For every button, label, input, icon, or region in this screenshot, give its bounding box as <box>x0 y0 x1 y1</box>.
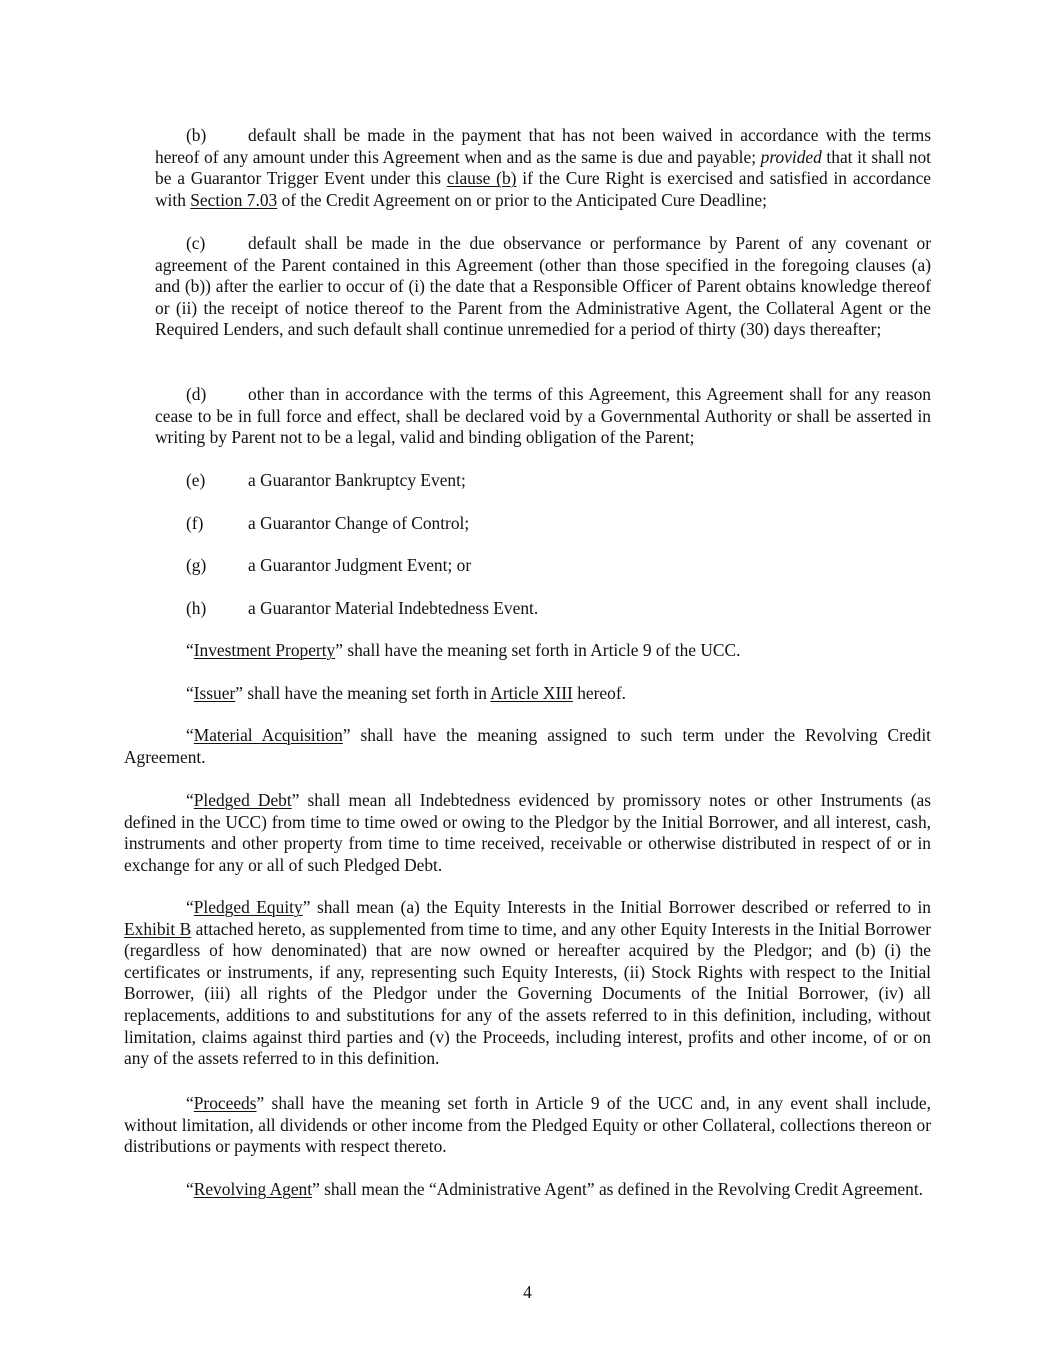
defined-term: Material Acquisition <box>193 725 343 745</box>
cross-ref-article-xiii: Article XIII <box>490 683 573 703</box>
open-quote: “ <box>186 1179 194 1199</box>
clause-label: (h) <box>186 598 207 618</box>
cross-ref-section-7-03: Section 7.03 <box>190 189 278 210</box>
defined-term: Pledged Equity <box>193 897 303 917</box>
definition-revolving-agent <box>124 1179 931 1201</box>
clause-label: (e) <box>186 470 206 490</box>
defined-term: Investment Property <box>193 640 336 660</box>
clause-text: that it shall not be a Guarantor Trigger Event under this <box>155 146 932 189</box>
definition-text: attached hereto, as supplemented from time to time, and any other Equity Interests in the Initial Borrower (regardless of how denominated) that are now owned or hereafter acquired by the Pledgor; and (b) (i) the certificates or instruments, if any, representing such Equity Interests, (ii) Stock Rights with respect to the Initial Borrower, (iii) all rights of the Pledgor under the Governing Documents of the Initial Borrower, (iv) all replacements, additions to and substitutions for any of the assets referred to in this definition, including, without limitation, claims against third parties and (v) the Proceeds, including interest, profits and other income, of or on any of the assets referred to in this definition. <box>124 918 931 1069</box>
defined-term: Revolving Agent <box>193 1179 313 1199</box>
definition-text: ” shall have the meaning set forth in Article 9 of the UCC and, in any event shall include, without limitation, all dividends or other income from the Pledged Equity or other Collateral, collections thereon or distributions or payments with respect thereto. <box>124 1093 931 1157</box>
clause-text: if the Cure Right is exercised and satisfied in accordance with <box>155 168 932 210</box>
clause-text: a Guarantor Judgment Event; or <box>248 555 472 575</box>
defined-term: Pledged Debt <box>193 790 292 810</box>
definition-proceeds <box>124 1093 931 1158</box>
clause-text: other than in accordance with the terms of this Agreement, this Agreement shall for any reason cease to be in full force and effect, shall be declared void by a Governmental Authority or shall be asserted in writing by Parent not to be a legal, valid and binding obligation of the Parent; <box>155 384 931 448</box>
clause-label: (f) <box>186 513 204 533</box>
definition-text: ” shall have the meaning set forth in Article 9 of the UCC. <box>335 640 741 660</box>
clause-d <box>155 384 931 449</box>
definition-issuer <box>124 683 931 705</box>
clause-b <box>155 125 931 211</box>
definition-investment-property <box>124 640 931 662</box>
clause-f <box>186 513 931 535</box>
clause-h <box>186 598 931 620</box>
definition-pledged-equity <box>124 897 931 1070</box>
clause-g <box>186 555 931 577</box>
definition-text: ” shall have the meaning set forth in <box>235 683 491 703</box>
clause-label: (c) <box>186 233 206 253</box>
open-quote: “ <box>186 1093 194 1113</box>
definition-material-acquisition <box>124 725 931 768</box>
open-quote: “ <box>186 790 194 810</box>
page-number: 4 <box>523 1282 532 1302</box>
clause-label: (d) <box>186 384 207 404</box>
open-quote: “ <box>186 725 194 745</box>
definition-text: hereof. <box>572 683 626 703</box>
clause-c <box>155 233 931 341</box>
clause-label: (g) <box>186 555 207 575</box>
open-quote: “ <box>186 683 194 703</box>
emphasis-provided: provided <box>760 146 822 167</box>
cross-ref-clause-b: clause (b) <box>446 168 517 189</box>
defined-term: Issuer <box>193 683 236 703</box>
clause-label: (b) <box>186 125 207 145</box>
definition-text: ” shall mean all Indebtedness evidenced by promissory notes or other Instruments (as defined in the UCC) from time to time owed or owing to the Pledgor by the Initial Borrower, and all interest, cash, instruments and other property from time to time received, receivable or otherwise distributed in respect of or in exchange for any or all of such Pledged Debt. <box>124 790 931 875</box>
definition-text: ” shall mean (a) the Equity Interests in the Initial Borrower described or referred to in <box>302 897 931 917</box>
clause-text: a Guarantor Material Indebtedness Event. <box>248 598 539 618</box>
open-quote: “ <box>186 640 194 660</box>
clause-text: default shall be made in the payment that has not been waived in accordance with the terms hereof of any amount under this Agreement when and as the same is due and payable; <box>155 125 931 167</box>
cross-ref-exhibit-b: Exhibit B <box>124 918 192 939</box>
defined-term: Proceeds <box>193 1093 257 1113</box>
open-quote: “ <box>186 897 194 917</box>
clause-text: a Guarantor Bankruptcy Event; <box>248 470 466 490</box>
definition-pledged-debt <box>124 790 931 876</box>
clause-e <box>186 470 931 492</box>
definition-text: ” shall mean the “Administrative Agent” as defined in the Revolving Credit Agreement. <box>312 1179 924 1199</box>
definition-text: ” shall have the meaning assigned to such term under the Revolving Credit Agreement. <box>124 725 931 767</box>
clause-text: of the Credit Agreement on or prior to the Anticipated Cure Deadline; <box>277 189 767 210</box>
clause-text: default shall be made in the due observance or performance by Parent of any covenant or agreement of the Parent contained in this Agreement (other than those specified in the foregoing clauses (a) and (b)) after the earlier to occur of (i) the date that a Responsible Officer of Parent obtains knowledge thereof or (ii) the receipt of notice thereof to the Parent from the Administrative Agent, the Collateral Agent or the Required Lenders, and such default shall continue unremedied for a period of thirty (30) days thereafter; <box>155 233 931 340</box>
clause-text: a Guarantor Change of Control; <box>248 513 470 533</box>
